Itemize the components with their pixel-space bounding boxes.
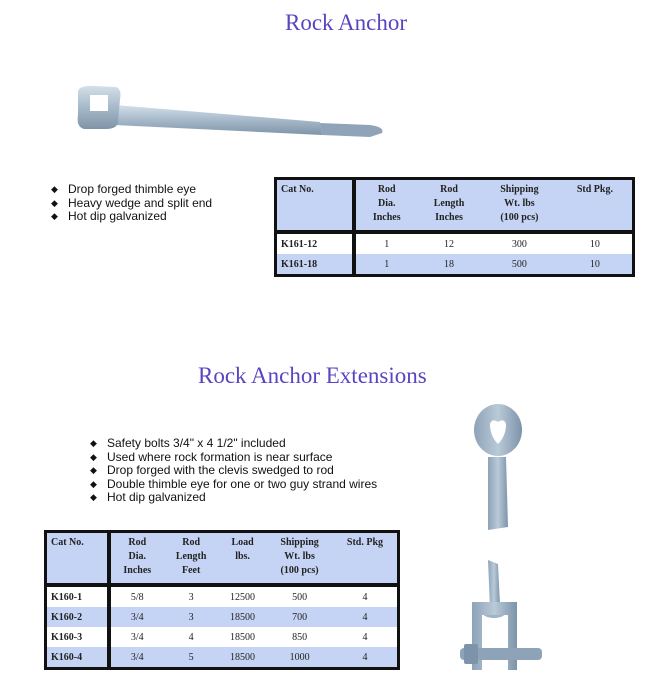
- table-header-row: [46, 532, 399, 586]
- cell-rod-dia: 1: [354, 232, 417, 254]
- header-std-pkg: Std Pkg.: [558, 179, 634, 233]
- cell-rod-dia: 5/8: [109, 585, 163, 607]
- rock-anchor-features: [48, 183, 212, 224]
- rock-anchor-spec-table: [274, 177, 635, 277]
- cell-rod-dia: 3/4: [109, 607, 163, 627]
- cell-load: 18500: [219, 627, 266, 647]
- bullet-diamond-icon: ◆: [90, 451, 97, 462]
- rock-anchor-extensions-title: Rock Anchor Extensions: [198, 363, 427, 388]
- header-shipping-wt: Shipping Wt. lbs (100 pcs): [481, 179, 558, 233]
- clevis-extension-image: [452, 560, 552, 685]
- extension-features: [87, 437, 377, 505]
- cell-load: 12500: [219, 585, 266, 607]
- table-row: [276, 254, 634, 276]
- cell-rod-length: 5: [163, 647, 218, 669]
- table-row: [46, 607, 399, 627]
- feature-item: ◆ Drop forged thimble eye: [51, 182, 197, 196]
- cell-shipping-wt: 850: [266, 627, 333, 647]
- cell-cat-no: K160-1: [46, 585, 110, 607]
- header-shipping-wt: Shipping Wt. lbs (100 pcs): [266, 532, 333, 586]
- bullet-diamond-icon: ◆: [90, 492, 97, 502]
- cell-shipping-wt: 1000: [266, 647, 333, 669]
- cell-cat-no: K160-2: [46, 607, 110, 627]
- table-row: [46, 627, 399, 647]
- cell-load: 18500: [219, 607, 266, 627]
- cell-rod-length: 4: [163, 627, 218, 647]
- bullet-diamond-icon: ◆: [90, 478, 97, 489]
- cell-rod-length: 18: [417, 254, 481, 276]
- cell-load: 18500: [219, 647, 266, 669]
- table-header-row: [276, 179, 634, 233]
- cell-std-pkg: 4: [333, 627, 399, 647]
- bullet-diamond-icon: ◆: [51, 184, 58, 194]
- extension-spec-table: [44, 530, 400, 670]
- cell-shipping-wt: 300: [481, 232, 558, 254]
- rock-anchor-image: [70, 85, 390, 150]
- cell-shipping-wt: 500: [266, 585, 333, 607]
- header-rod-dia: Rod Dia. Inches: [354, 179, 417, 233]
- cell-std-pkg: 10: [558, 254, 634, 276]
- cell-cat-no: K161-12: [276, 232, 355, 254]
- cell-cat-no: K161-18: [276, 254, 355, 276]
- rock-anchor-title: Rock Anchor: [285, 10, 408, 35]
- header-cat-no: Cat No.: [46, 532, 110, 586]
- cell-cat-no: K160-3: [46, 627, 110, 647]
- feature-item: ◆ Heavy wedge and split end: [51, 195, 213, 210]
- cell-rod-dia: 3/4: [109, 627, 163, 647]
- cell-cat-no: K160-4: [46, 647, 110, 669]
- header-rod-dia: Rod Dia. Inches: [109, 532, 163, 586]
- bullet-diamond-icon: ◆: [90, 465, 97, 475]
- cell-std-pkg: 10: [558, 232, 634, 254]
- feature-item: ◆ Drop forged with the clevis swedged to rod: [90, 463, 334, 477]
- header-rod-length: Rod Length Inches: [417, 179, 481, 233]
- cell-rod-length: 12: [417, 232, 481, 254]
- feature-item: ◆ Hot dip galvanized: [90, 490, 206, 504]
- feature-item: ◆ Double thimble eye for one or two guy strand wires: [90, 476, 378, 491]
- cell-shipping-wt: 500: [481, 254, 558, 276]
- feature-item: ◆ Hot dip galvanized: [51, 209, 167, 223]
- feature-item: ◆ Used where rock formation is near surface: [90, 449, 333, 464]
- bullet-diamond-icon: ◆: [51, 211, 58, 221]
- cell-rod-length: 3: [163, 585, 218, 607]
- bullet-diamond-icon: ◆: [90, 438, 97, 448]
- header-cat-no: Cat No.: [276, 179, 355, 233]
- table-row: [46, 585, 399, 607]
- cell-rod-length: 3: [163, 607, 218, 627]
- cell-shipping-wt: 700: [266, 607, 333, 627]
- cell-std-pkg: 4: [333, 585, 399, 607]
- cell-rod-dia: 1: [354, 254, 417, 276]
- thimble-eye-extension-image: [470, 402, 530, 532]
- header-std-pkg: Std. Pkg: [333, 532, 399, 586]
- table-row: [46, 647, 399, 669]
- cell-std-pkg: 4: [333, 647, 399, 669]
- cell-std-pkg: 4: [333, 607, 399, 627]
- cell-rod-dia: 3/4: [109, 647, 163, 669]
- header-load: Load lbs.: [219, 532, 266, 586]
- bullet-diamond-icon: ◆: [51, 197, 58, 208]
- table-row: [276, 232, 634, 254]
- header-rod-length: Rod Length Feet: [163, 532, 218, 586]
- feature-item: ◆ Safety bolts 3/4" x 4 1/2" included: [90, 436, 286, 450]
